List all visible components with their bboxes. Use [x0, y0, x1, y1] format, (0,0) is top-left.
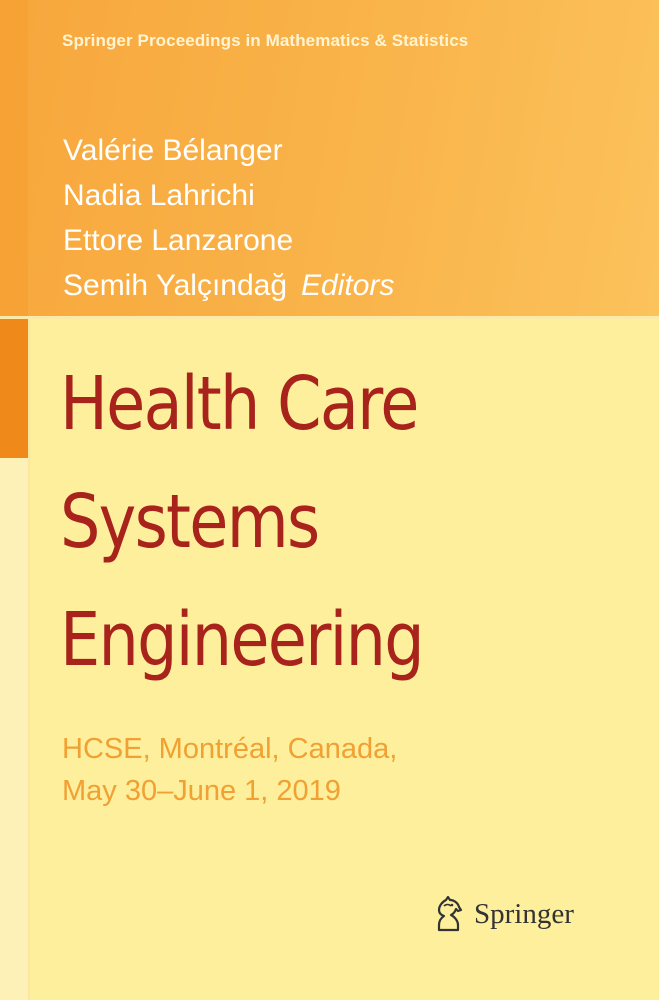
publisher-logo: [430, 894, 574, 934]
editor-name: Nadia Lahrichi: [63, 179, 255, 212]
editor-list: [63, 128, 394, 308]
title-line: Engineering: [60, 597, 423, 683]
springer-horse-icon: [430, 894, 468, 934]
editor-name: Valérie Bélanger: [63, 134, 283, 167]
editor-name: Semih Yalçındağ: [63, 269, 288, 302]
spine-strip-bottom: [0, 458, 28, 1000]
publisher-name: Springer: [474, 897, 574, 930]
subtitle-line: May 30–June 1, 2019: [62, 775, 341, 807]
book-title: [60, 345, 423, 699]
spine-divider: [28, 319, 30, 1000]
series-title: Springer Proceedings in Mathematics & Statistics: [62, 31, 469, 50]
spine-strip-accent: [0, 319, 28, 458]
editor-name: Ettore Lanzarone: [63, 224, 294, 257]
editors-label: Editors: [301, 269, 395, 302]
subtitle-line: HCSE, Montréal, Canada,: [62, 733, 398, 765]
title-line: Systems: [60, 479, 319, 565]
band-divider: [0, 316, 659, 319]
editor-name-last: [63, 263, 394, 308]
spine-strip-top: [0, 0, 28, 316]
book-subtitle: [62, 728, 397, 812]
title-line: Health Care: [60, 361, 418, 447]
